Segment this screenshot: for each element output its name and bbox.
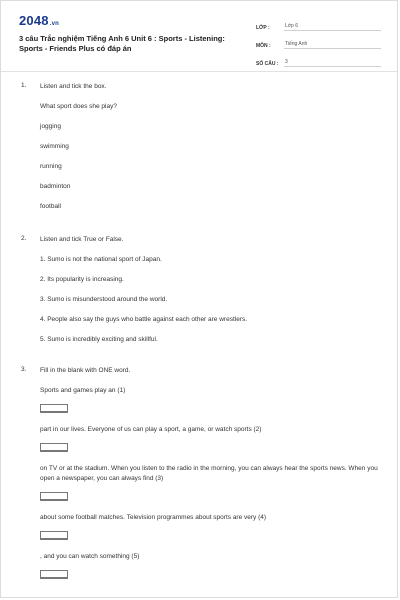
statement-5[interactable]: 5. Sumo is incredibly exciting and skillful. <box>40 336 158 343</box>
blank-input-2[interactable] <box>40 443 68 452</box>
statement-3[interactable]: 3. Sumo is misunderstood around the world. <box>40 296 168 303</box>
question-prompt: What sport does she play? <box>40 103 117 110</box>
logo-tld: .vn <box>49 21 60 27</box>
worksheet-title: 3 câu Trắc nghiệm Tiếng Anh 6 Unit 6 : Sports - Listening: Sports - Friends Plus có đáp án <box>19 34 225 53</box>
question-instruction: Listen and tick the box. <box>40 83 107 90</box>
question-instruction: Listen and tick True or False. <box>40 236 124 243</box>
passage-segment-3: on TV or at the stadium. When you listen to the radio in the morning, you can always hear the sports news. When you open a newspaper, you can always find (3) <box>40 465 378 482</box>
question-number: 3. <box>21 366 27 373</box>
worksheet-meta <box>256 15 381 69</box>
question-3 <box>21 366 381 579</box>
blank-input-4[interactable] <box>40 531 68 540</box>
option-jogging[interactable]: jogging <box>40 123 61 130</box>
statement-1[interactable]: 1. Sumo is not the national sport of Japan. <box>40 256 162 263</box>
meta-row-count <box>256 51 381 67</box>
passage-segment-2: part in our lives. Everyone of us can play a sport, a game, or watch sports (2) <box>40 426 262 433</box>
meta-row-class <box>256 15 381 31</box>
passage-segment-1: Sports and games play an (1) <box>40 387 126 394</box>
question-instruction: Fill in the blank with ONE word. <box>40 367 131 374</box>
option-running[interactable]: running <box>40 163 62 170</box>
meta-label-subject: MÔN : <box>256 43 271 49</box>
meta-label-class: LỚP : <box>256 25 270 31</box>
passage-segment-4: about some football matches. Television programmes about sports are very (4) <box>40 514 267 521</box>
statement-2[interactable]: 2. Its popularity is increasing. <box>40 276 124 283</box>
meta-value-count: 3 <box>284 59 381 67</box>
blank-input-1[interactable] <box>40 404 68 413</box>
passage-segment-5: , and you can watch something (5) <box>40 553 140 560</box>
option-badminton[interactable]: badminton <box>40 183 71 190</box>
meta-row-subject <box>256 33 381 49</box>
site-logo[interactable] <box>19 13 59 28</box>
meta-value-class: Lớp 6 <box>284 23 381 31</box>
meta-value-subject: Tiếng Anh <box>284 41 381 49</box>
option-football[interactable]: football <box>40 203 61 210</box>
blank-input-5[interactable] <box>40 570 68 579</box>
blank-input-3[interactable] <box>40 492 68 501</box>
question-1 <box>21 82 381 212</box>
question-number: 2. <box>21 235 27 242</box>
meta-label-count: SỐ CÂU : <box>256 61 279 67</box>
question-2 <box>21 235 381 345</box>
question-number: 1. <box>21 82 27 89</box>
worksheet-header <box>1 1 397 72</box>
option-swimming[interactable]: swimming <box>40 143 69 150</box>
logo-main: 2048 <box>19 13 49 28</box>
statement-4[interactable]: 4. People also say the guys who battle against each other are wrestlers. <box>40 316 248 323</box>
